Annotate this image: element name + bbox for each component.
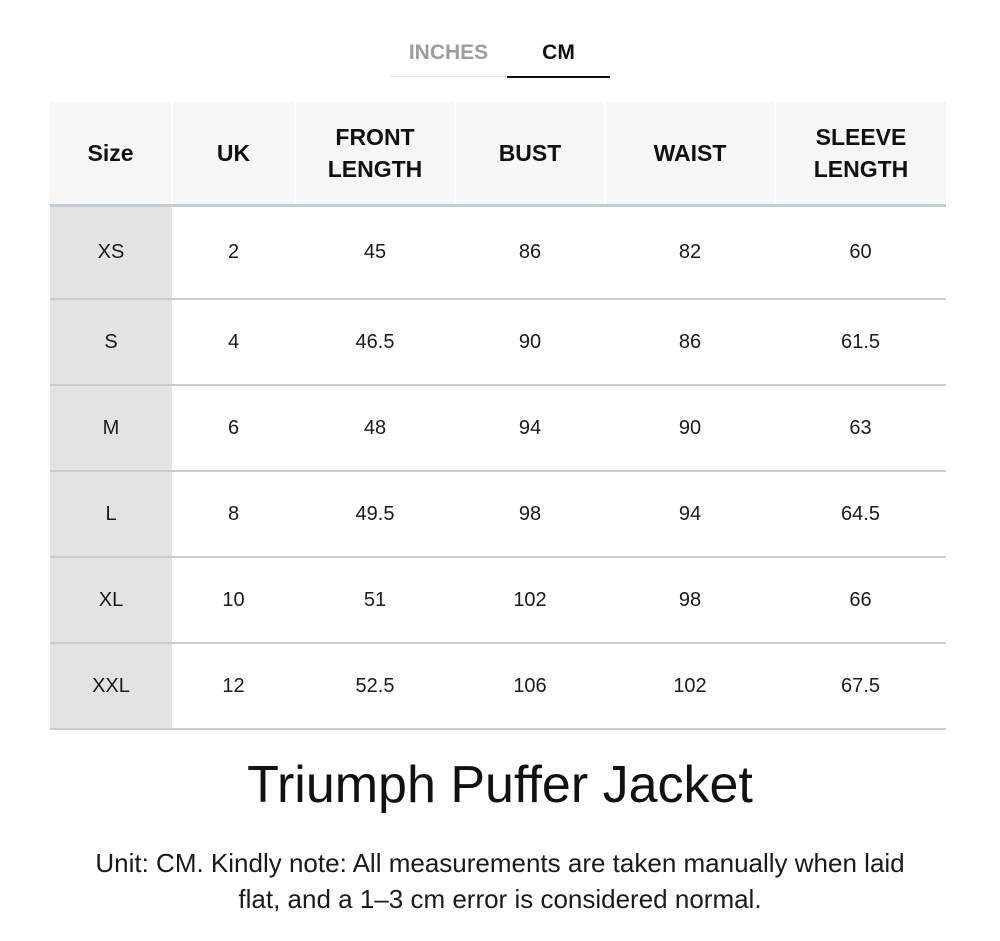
table-row [50, 557, 946, 643]
header-uk: UK [172, 102, 295, 206]
sleeve-length-cell: 64.5 [775, 471, 946, 557]
table-row [50, 385, 946, 471]
bust-cell: 102 [455, 557, 605, 643]
bust-cell: 86 [455, 206, 605, 300]
front-length-cell: 51 [295, 557, 455, 643]
product-title: Triumph Puffer Jacket [247, 756, 753, 814]
unit-tabs [390, 30, 610, 78]
header-size: Size [50, 102, 172, 206]
measurement-note [40, 845, 960, 917]
table-row [50, 206, 946, 300]
waist-cell: 82 [605, 206, 775, 300]
front-length-cell: 48 [295, 385, 455, 471]
sleeve-length-cell: 60 [775, 206, 946, 300]
table-row [50, 471, 946, 557]
header-sleeve-length: SLEEVE LENGTH [775, 102, 946, 206]
waist-cell: 98 [605, 557, 775, 643]
bust-cell: 106 [455, 643, 605, 729]
note-line-1: Unit: CM. Kindly note: All measurements are taken manually when laid [95, 848, 905, 878]
sleeve-length-cell: 66 [775, 557, 946, 643]
table-header-row [50, 102, 946, 206]
bust-cell: 98 [455, 471, 605, 557]
front-length-cell: 52.5 [295, 643, 455, 729]
tab-inches[interactable]: INCHES [390, 30, 507, 77]
header-front-length: FRONT LENGTH [295, 102, 455, 206]
front-length-cell: 49.5 [295, 471, 455, 557]
table-row [50, 643, 946, 729]
note-line-2: flat, and a 1–3 cm error is considered normal. [238, 884, 762, 914]
table-row [50, 299, 946, 385]
tab-cm[interactable]: CM [507, 30, 610, 78]
waist-cell: 94 [605, 471, 775, 557]
waist-cell: 86 [605, 299, 775, 385]
size-cell: L [50, 471, 172, 557]
front-length-cell: 46.5 [295, 299, 455, 385]
sleeve-length-cell: 63 [775, 385, 946, 471]
size-cell: XS [50, 206, 172, 300]
header-bust: BUST [455, 102, 605, 206]
size-cell: XL [50, 557, 172, 643]
size-cell: S [50, 299, 172, 385]
size-cell: M [50, 385, 172, 471]
uk-cell: 8 [172, 471, 295, 557]
waist-cell: 102 [605, 643, 775, 729]
uk-cell: 2 [172, 206, 295, 300]
bust-cell: 94 [455, 385, 605, 471]
size-cell: XXL [50, 643, 172, 729]
bust-cell: 90 [455, 299, 605, 385]
sleeve-length-cell: 61.5 [775, 299, 946, 385]
header-waist: WAIST [605, 102, 775, 206]
sleeve-length-cell: 67.5 [775, 643, 946, 729]
front-length-cell: 45 [295, 206, 455, 300]
uk-cell: 12 [172, 643, 295, 729]
size-chart-table [50, 102, 946, 730]
uk-cell: 10 [172, 557, 295, 643]
uk-cell: 6 [172, 385, 295, 471]
uk-cell: 4 [172, 299, 295, 385]
waist-cell: 90 [605, 385, 775, 471]
